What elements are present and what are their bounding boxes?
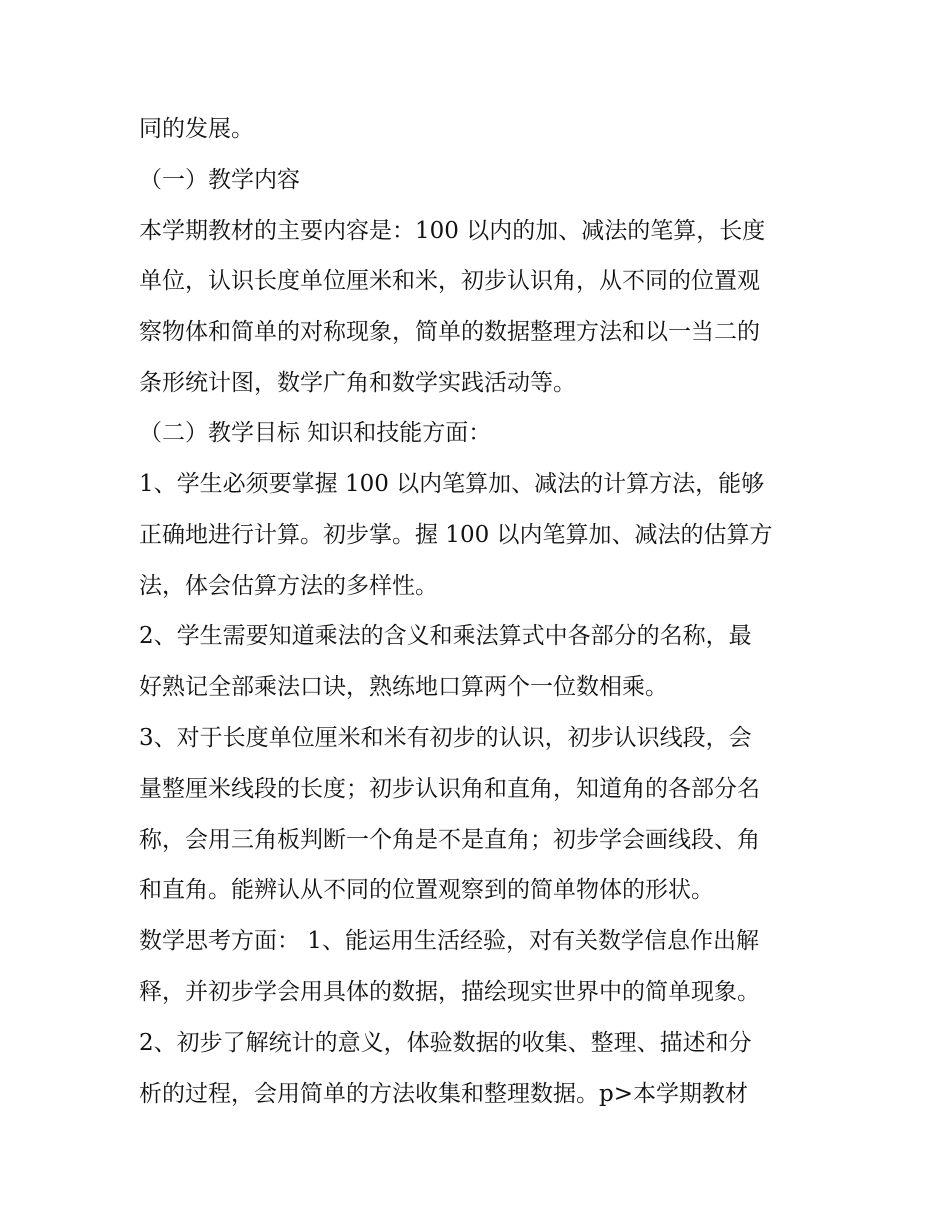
text-line: 称，会用三角板判断一个角是不是直角；初步学会画线段、角 bbox=[139, 827, 760, 853]
text-line: 3、对于长度单位厘米和米有初步的认识，初步认识线段，会 bbox=[139, 725, 752, 751]
text-line: 和直角。能辨认从不同的位置观察到的简单物体的形状。 bbox=[139, 877, 714, 903]
text-line: 正确地进行计算。初步掌。握 100 以内笔算加、减法的估算方 bbox=[139, 522, 773, 548]
text-line: 单位，认识长度单位厘米和米，初步认识角，从不同的位置观 bbox=[139, 268, 760, 294]
text-line: 2、学生需要知道乘法的含义和乘法算式中各部分的名称，最 bbox=[139, 623, 752, 649]
text-line: 数学思考方面： 1、能运用生活经验，对有关数学信息作出解 bbox=[139, 928, 759, 954]
text-line: 析的过程，会用简单的方法收集和整理数据。p>本学期教材 bbox=[139, 1081, 748, 1107]
text-line: 条形统计图，数学广角和数学实践活动等。 bbox=[139, 370, 576, 396]
text-line: 量整厘米线段的长度；初步认识角和直角，知道角的各部分名 bbox=[139, 776, 760, 802]
text-line: 察物体和简单的对称现象，简单的数据整理方法和以一当二的 bbox=[139, 319, 760, 345]
text-line: 释，并初步学会用具体的数据，描绘现实世界中的简单现象。 bbox=[139, 979, 760, 1005]
section-heading: （一）教学内容 bbox=[139, 167, 300, 193]
section-heading: （二）教学目标 知识和技能方面： bbox=[139, 420, 492, 446]
text-line: 1、学生必须要掌握 100 以内笔算加、减法的计算方法，能够 bbox=[139, 471, 765, 497]
text-line: 法，体会估算方法的多样性。 bbox=[139, 573, 438, 599]
text-line: 好熟记全部乘法口诀，熟练地口算两个一位数相乘。 bbox=[139, 674, 668, 700]
text-line: 本学期教材的主要内容是：100 以内的加、减法的笔算，长度 bbox=[139, 218, 766, 244]
text-line: 同的发展。 bbox=[139, 116, 254, 142]
text-line: 2、初步了解统计的意义，体验数据的收集、整理、描述和分 bbox=[139, 1030, 752, 1056]
